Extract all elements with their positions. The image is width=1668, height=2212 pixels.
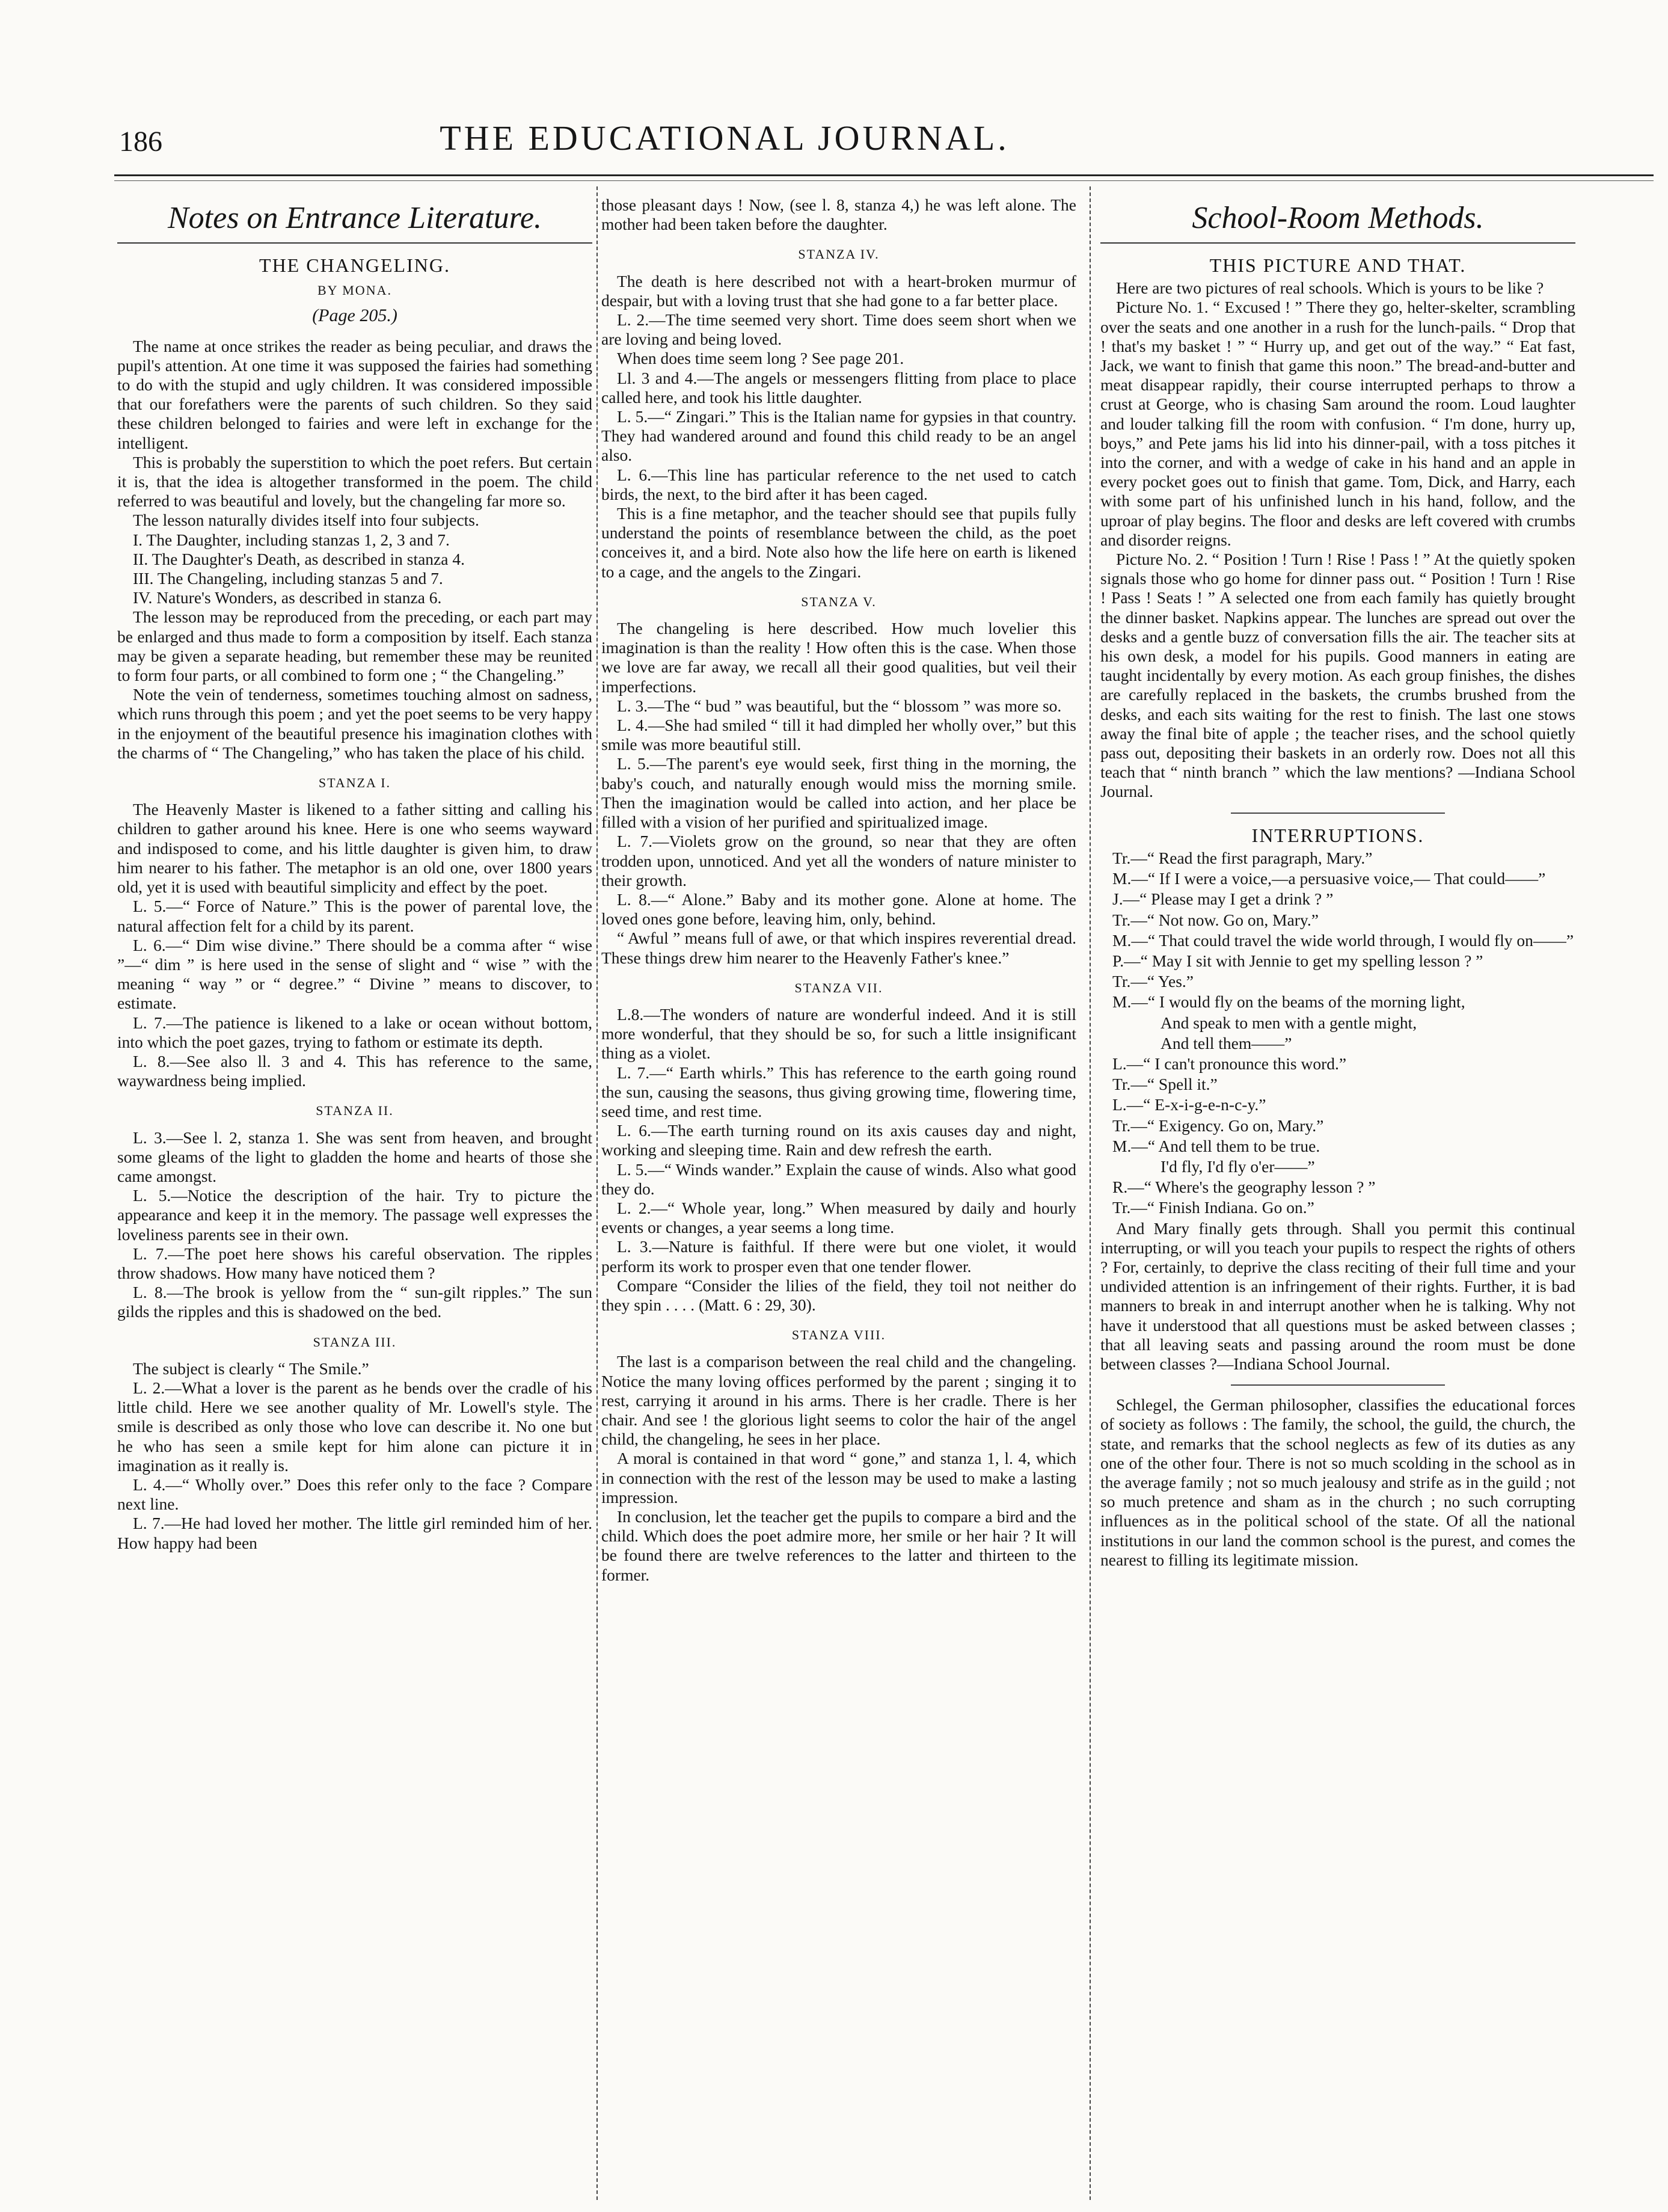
header-rule-thin	[114, 180, 1654, 181]
page-reference: (Page 205.)	[312, 306, 397, 326]
paragraph: L. 6.—“ Dim wise divine.” There should be a comma after “ wise ”—“ dim ” is here used in the sense of slight and “ wise ” with the meaning “ way ” or “ degree.” “ Divine ” means to discover, to estimate.	[117, 935, 592, 1013]
outline-item: I. The Daughter, including stanzas 1, 2, 3 and 7.	[133, 530, 450, 549]
paragraph: L. 2.—“ Whole year, long.” When measured by daily and hourly events or changes, a year seems a long time.	[601, 1198, 1076, 1237]
paragraph: L. 4.—“ Wholly over.” Does this refer only to the face ? Compare next line.	[117, 1475, 592, 1514]
byline: BY MONA.	[317, 283, 392, 298]
column-1	[117, 195, 592, 2200]
article-divider	[1231, 1384, 1445, 1386]
paragraph: L. 8.—See also ll. 3 and 4. This has reference to the same, waywardness being implied.	[117, 1051, 592, 1090]
header-rule	[114, 174, 1654, 176]
page-number: 186	[119, 126, 162, 158]
paragraph: L. 3.—Nature is faithful. If there were but one violet, it would perform its work to prosper even that one tender flower.	[601, 1237, 1076, 1276]
dialogue-line: Tr.—“ Yes.”	[1112, 972, 1194, 991]
paragraph: L. 2.—What a lover is the parent as he bends over the cradle of his little child. Here we see another quality of Mr. Lowell's style. The smile is described as only those who love can describe it. No one but he who has seen a smile kept for him alone can picture it in imagination as it really is.	[117, 1378, 592, 1475]
column-2	[601, 195, 1076, 2200]
article-title: THIS PICTURE AND THAT.	[1209, 254, 1467, 276]
paragraph: Picture No. 2. “ Position ! Turn ! Rise ! Pass ! ” At the quietly spoken signals those who go home for dinner pass out. “ Position ! Turn ! Rise ! Pass ! Seats ! ” A selected one from each family has quietly brought the dinner basket. Napkins appear. The lunches are spread out over the desks and a gentle buzz of conversation fills the air. The teacher sits at his own desk, a model for his pupils. Good manners in eating are taught incidentally by every motion. As each group finishes, the dishes are carefully replaced in the baskets, the crumbs brushed from the desks, and each sits waiting for the rest to finish. The last one stows away the final bite of apple ; the teacher rises, and the school quietly pass out, depositing their baskets in an orderly row. Does not all this teach that “ ninth branch ” which the law mentions? —Indiana School Journal.	[1100, 550, 1575, 801]
paragraph: L. 5.—“ Winds wander.” Explain the cause of winds. Also what good they do.	[601, 1160, 1076, 1198]
dialogue-line: M.—“ If I were a voice,—a persuasive voice,— That could——”	[1112, 869, 1546, 888]
paragraph: The Heavenly Master is likened to a father sitting and calling his children to gather around his knee. Here is one who seems wayward and indisposed to come, and his little daughter is given him, to draw him nearer to his father. The metaphor is an old one, over 1800 years old, yet it is used with beautiful simplicity and effect by the poet.	[117, 800, 592, 897]
paragraph: Compare “Consider the lilies of the field, they toil not neither do they spin . . . . (Matt. 6 : 29, 30).	[601, 1276, 1076, 1314]
dialogue-line: And tell them——”	[1161, 1033, 1292, 1052]
stanza-heading: STANZA VIII.	[791, 1327, 886, 1343]
article-divider	[1231, 813, 1445, 814]
paragraph-continued: those pleasant days ! Now, (see l. 8, stanza 4,) he was left alone. The mother had been taken before the daughter.	[601, 195, 1076, 234]
paragraph: L. 7.—Violets grow on the ground, so near that they are often trodden upon, unnoticed. And yet all the wonders of nature minister to their growth.	[601, 832, 1076, 889]
dialogue-line: Tr.—“ Exigency. Go on, Mary.”	[1112, 1116, 1324, 1135]
dialogue-line: Tr.—“ Not now. Go on, Mary.”	[1112, 910, 1319, 929]
column-3	[1100, 195, 1575, 2200]
paragraph: L. 4.—She had smiled “ till it had dimpled her wholly over,” but this smile was more beautiful still.	[601, 716, 1076, 754]
article-title: THE CHANGELING.	[259, 254, 450, 276]
paragraph: L. 3.—See l. 2, stanza 1. She was sent from heaven, and brought some gleams of the light to gladden the home and hearts of those she came amongst.	[117, 1128, 592, 1185]
paragraph: The lesson may be reproduced from the preceding, or each part may be enlarged and thus made to form a composition by itself. Each stanza may be given a separate heading, but remember these may be reunited to form four parts, or all combined to form one ; “ the Changeling.”	[117, 607, 592, 685]
paragraph: L. 5.—The parent's eye would seek, first thing in the morning, the baby's couch, and naturally enough would miss the morning smile. Then the imagination would be called into action, and her place be filled with a vision of her purified and spiritualized image.	[601, 754, 1076, 832]
stanza-heading: STANZA IV.	[798, 247, 880, 262]
paragraph: This is a fine metaphor, and the teacher should see that pupils fully understand the points of resemblance between the child, as the poet conceives it, and a bird. Note also how the life here on earth is likened to a cage, and the angels to the Zingari.	[601, 504, 1076, 581]
section-title: Notes on Entrance Literature.	[167, 201, 542, 235]
paragraph: The last is a comparison between the real child and the changeling. Notice the many loving offices performed by the parent ; singing it to rest, carrying it around in his arms. There is her cradle. There is her chair. And see ! the glorious light seems to color the hair of the angel child, the changeling, he sees in her place.	[601, 1352, 1076, 1449]
paragraph: L. 6.—The earth turning round on its axis causes day and night, working and sleeping time. Rain and dew refresh the earth.	[601, 1121, 1076, 1160]
paragraph: The lesson naturally divides itself into four subjects.	[133, 511, 479, 530]
section-title: School-Room Methods.	[1192, 201, 1484, 235]
dialogue-line: I'd fly, I'd fly o'er——”	[1161, 1157, 1315, 1176]
paragraph: A moral is contained in that word “ gone,” and stanza 1, l. 4, which in connection with the rest of the lesson may be used to make a lasting impression.	[601, 1449, 1076, 1507]
paragraph: The name at once strikes the reader as being peculiar, and draws the pupil's attention. At one time it was supposed the fairies had something to do with the stupid and ugly children. It was considered impossible that our forefathers were the parents of such children. So they said these children belonged to fairies and were left in exchange for the intelligent.	[117, 336, 592, 452]
paragraph: L. 2.—The time seemed very short. Time does seem short when we are loving and being loved.	[601, 310, 1076, 349]
stanza-heading: STANZA III.	[313, 1334, 397, 1350]
paragraph: L. 8.—“ Alone.” Baby and its mother gone. Alone at home. The loved ones gone before, leaving him, only, behind.	[601, 889, 1076, 929]
dialogue-line: M.—“ That could travel the wide world through, I would fly on——”	[1112, 930, 1574, 950]
dialogue-line: J.—“ Please may I get a drink ? ”	[1112, 889, 1334, 909]
dialogue-line: R.—“ Where's the geography lesson ? ”	[1112, 1178, 1376, 1197]
paragraph: When does time seem long ? See page 201.	[617, 349, 904, 368]
dialogue-line: P.—“ May I sit with Jennie to get my spelling lesson ? ”	[1112, 951, 1483, 970]
paragraph: The death is here described not with a heart-broken murmur of despair, but with a loving trust that she had gone to a far better place.	[601, 271, 1076, 310]
paragraph: L. 5.—“ Force of Nature.” This is the power of parental love, the natural affection felt for a child by its parent.	[117, 897, 592, 935]
dialogue	[1100, 849, 1575, 1218]
lesson-outline	[117, 530, 592, 608]
outline-item: IV. Nature's Wonders, as described in stanza 6.	[133, 588, 442, 607]
paragraph: L. 7.—The poet here shows his careful observation. The ripples throw shadows. How many have noticed them ?	[117, 1244, 592, 1282]
journal-title: THE EDUCATIONAL JOURNAL.	[440, 118, 1010, 158]
outline-item: III. The Changeling, including stanzas 5 and 7.	[133, 569, 443, 588]
dialogue-line: Tr.—“ Finish Indiana. Go on.”	[1112, 1198, 1314, 1217]
paragraph: The changeling is here described. How much lovelier this imagination is than the reality ! How often this is the case. When those we love are far away, we recall all their good qualities, but veil their imperfections.	[601, 619, 1076, 696]
paragraph: Note the vein of tenderness, sometimes touching almost on sadness, which runs through this poem ; and yet the poet seems to be very happy in the enjoyment of the beautiful presence his imagination clothes with the charms of “ The Changeling,” who has taken the place of his child.	[117, 685, 592, 762]
paragraph: Here are two pictures of real schools. Which is yours to be like ?	[1116, 278, 1544, 298]
dialogue-line: And speak to men with a gentle might,	[1161, 1013, 1417, 1032]
paragraph: Schlegel, the German philosopher, classifies the educational forces of society as follows : The family, the school, the guild, the church, the state, and remarks that the school neglects as few of its duties as any one of the other four. There is not so much scolding in the school as in the average family ; not so much jealousy and strife as in the guild ; not so much pretence and sham as in the church ; no such corrupting influences as in the political school of the state. Of all the national institutions in our land the common school is the purest, and comes the nearest to filling its legitimate mission.	[1100, 1395, 1575, 1569]
paragraph: L. 5.—“ Zingari.” This is the Italian name for gypsies in that country. They had wandered around and found this child ready to be an angel also.	[601, 407, 1076, 465]
article-title: INTERRUPTIONS.	[1251, 824, 1424, 846]
dialogue-line: Tr.—“ Read the first paragraph, Mary.”	[1112, 848, 1373, 867]
section-rule	[1100, 242, 1575, 244]
dialogue-line: L.—“ I can't pronounce this word.”	[1112, 1054, 1347, 1073]
paragraph: L. 7.—The patience is likened to a lake or ocean without bottom, into which the poet gazes, trying to fathom or estimate its depth.	[117, 1013, 592, 1051]
column-divider	[1090, 186, 1091, 2200]
paragraph: L. 3.—The “ bud ” was beautiful, but the “ blossom ” was more so.	[617, 696, 1062, 715]
paragraph: L. 7.—“ Earth whirls.” This has reference to the earth going round the sun, causing the seasons, thus giving growing time, flowering time, seed time, and rest time.	[601, 1063, 1076, 1120]
page-header	[114, 118, 1335, 160]
paragraph: And Mary finally gets through. Shall you permit this continual interrupting, or will you teach your pupils to respect the rights of others ? For, certainly, to deprive the class reciting of their full time and your undivided attention is an infringement of their rights. Further, it is bad manners to break in and interrupt another when he is talking. Why not have it understood that all questions must be asked between classes ; that all leaving seats and passing around the room must be done between classes ?—Indiana School Journal.	[1100, 1218, 1575, 1373]
paragraph: L. 5.—Notice the description of the hair. Try to picture the appearance and keep it in the memory. The passage well expresses the loveliness parents see in their own.	[117, 1186, 592, 1244]
dialogue-line: M.—“ And tell them to be true.	[1112, 1136, 1320, 1155]
dialogue-line: M.—“ I would fly on the beams of the morning light,	[1112, 992, 1465, 1012]
paragraph: L.8.—The wonders of nature are wonderful indeed. And it is still more wonderful, that they should be so, for such a little insignificant thing as a violet.	[601, 1004, 1076, 1063]
paragraph: L. 8.—The brook is yellow from the “ sun-gilt ripples.” The sun gilds the ripples and this is shadowed on the bed.	[117, 1283, 592, 1321]
stanza-heading: STANZA V.	[801, 594, 877, 609]
stanza-heading: STANZA I.	[318, 775, 391, 791]
paragraph: Picture No. 1. “ Excused ! ” There they go, helter-skelter, scrambling over the seats and one another in a rush for the lunch-pails. “ Drop that ! that's my basket ! ” “ Hurry up, and get out of the way.” “ Eat fast, Jack, we want to finish that game this noon.” The bread-and-butter and meat disappear rapidly, their course interrupted perhaps to throw a crust at George, who is chasing Sam around the room. Loud laughter and louder talking fill the room with confusion. “ I'm done, hurry up, boys,” and Pete jams his lid into his dinner-pail, with a toss pitches it into the corner, and with a wedge of cake in his hand and an apple in every pocket goes out to finish that game. Tom, Dick, and Harry, each with some part of his unfinished lunch in his hand, follow, and the uproar of play begins. The floor and desks are left covered with crumbs and disorder reigns.	[1100, 298, 1575, 549]
dialogue-line: L.—“ E-x-i-g-e-n-c-y.”	[1112, 1095, 1266, 1114]
paragraph: The subject is clearly “ The Smile.”	[133, 1359, 369, 1378]
paragraph: In conclusion, let the teacher get the pupils to compare a bird and the child. Which does the poet admire more, her smile or her hair ? It will be found there are twelve references to the latter and thirteen to the former.	[601, 1507, 1076, 1584]
dialogue-line: Tr.—“ Spell it.”	[1112, 1075, 1218, 1094]
section-rule	[117, 242, 592, 244]
paragraph: L. 6.—This line has particular reference to the net used to catch birds, the next, to the bird after it has been caged.	[601, 465, 1076, 503]
stanza-heading: STANZA VII.	[794, 980, 883, 995]
column-divider	[596, 186, 598, 2200]
stanza-heading: STANZA II.	[316, 1103, 394, 1119]
paragraph: “ Awful ” means full of awe, or that which inspires reverential dread. These things drew him nearer to the Heavenly Father's knee.”	[601, 929, 1076, 967]
paragraph: Ll. 3 and 4.—The angels or messengers flitting from place to place called here, and took his little daughter.	[601, 368, 1076, 407]
paragraph: L. 7.—He had loved her mother. The little girl reminded him of her. How happy had been	[117, 1514, 592, 1552]
outline-item: II. The Daughter's Death, as described in stanza 4.	[133, 549, 465, 568]
paragraph: This is probably the superstition to which the poet refers. But certain it is, that the idea is altogether transformed in the poem. The child referred to was beautiful and lovely, but the changeling far more so.	[117, 452, 592, 511]
